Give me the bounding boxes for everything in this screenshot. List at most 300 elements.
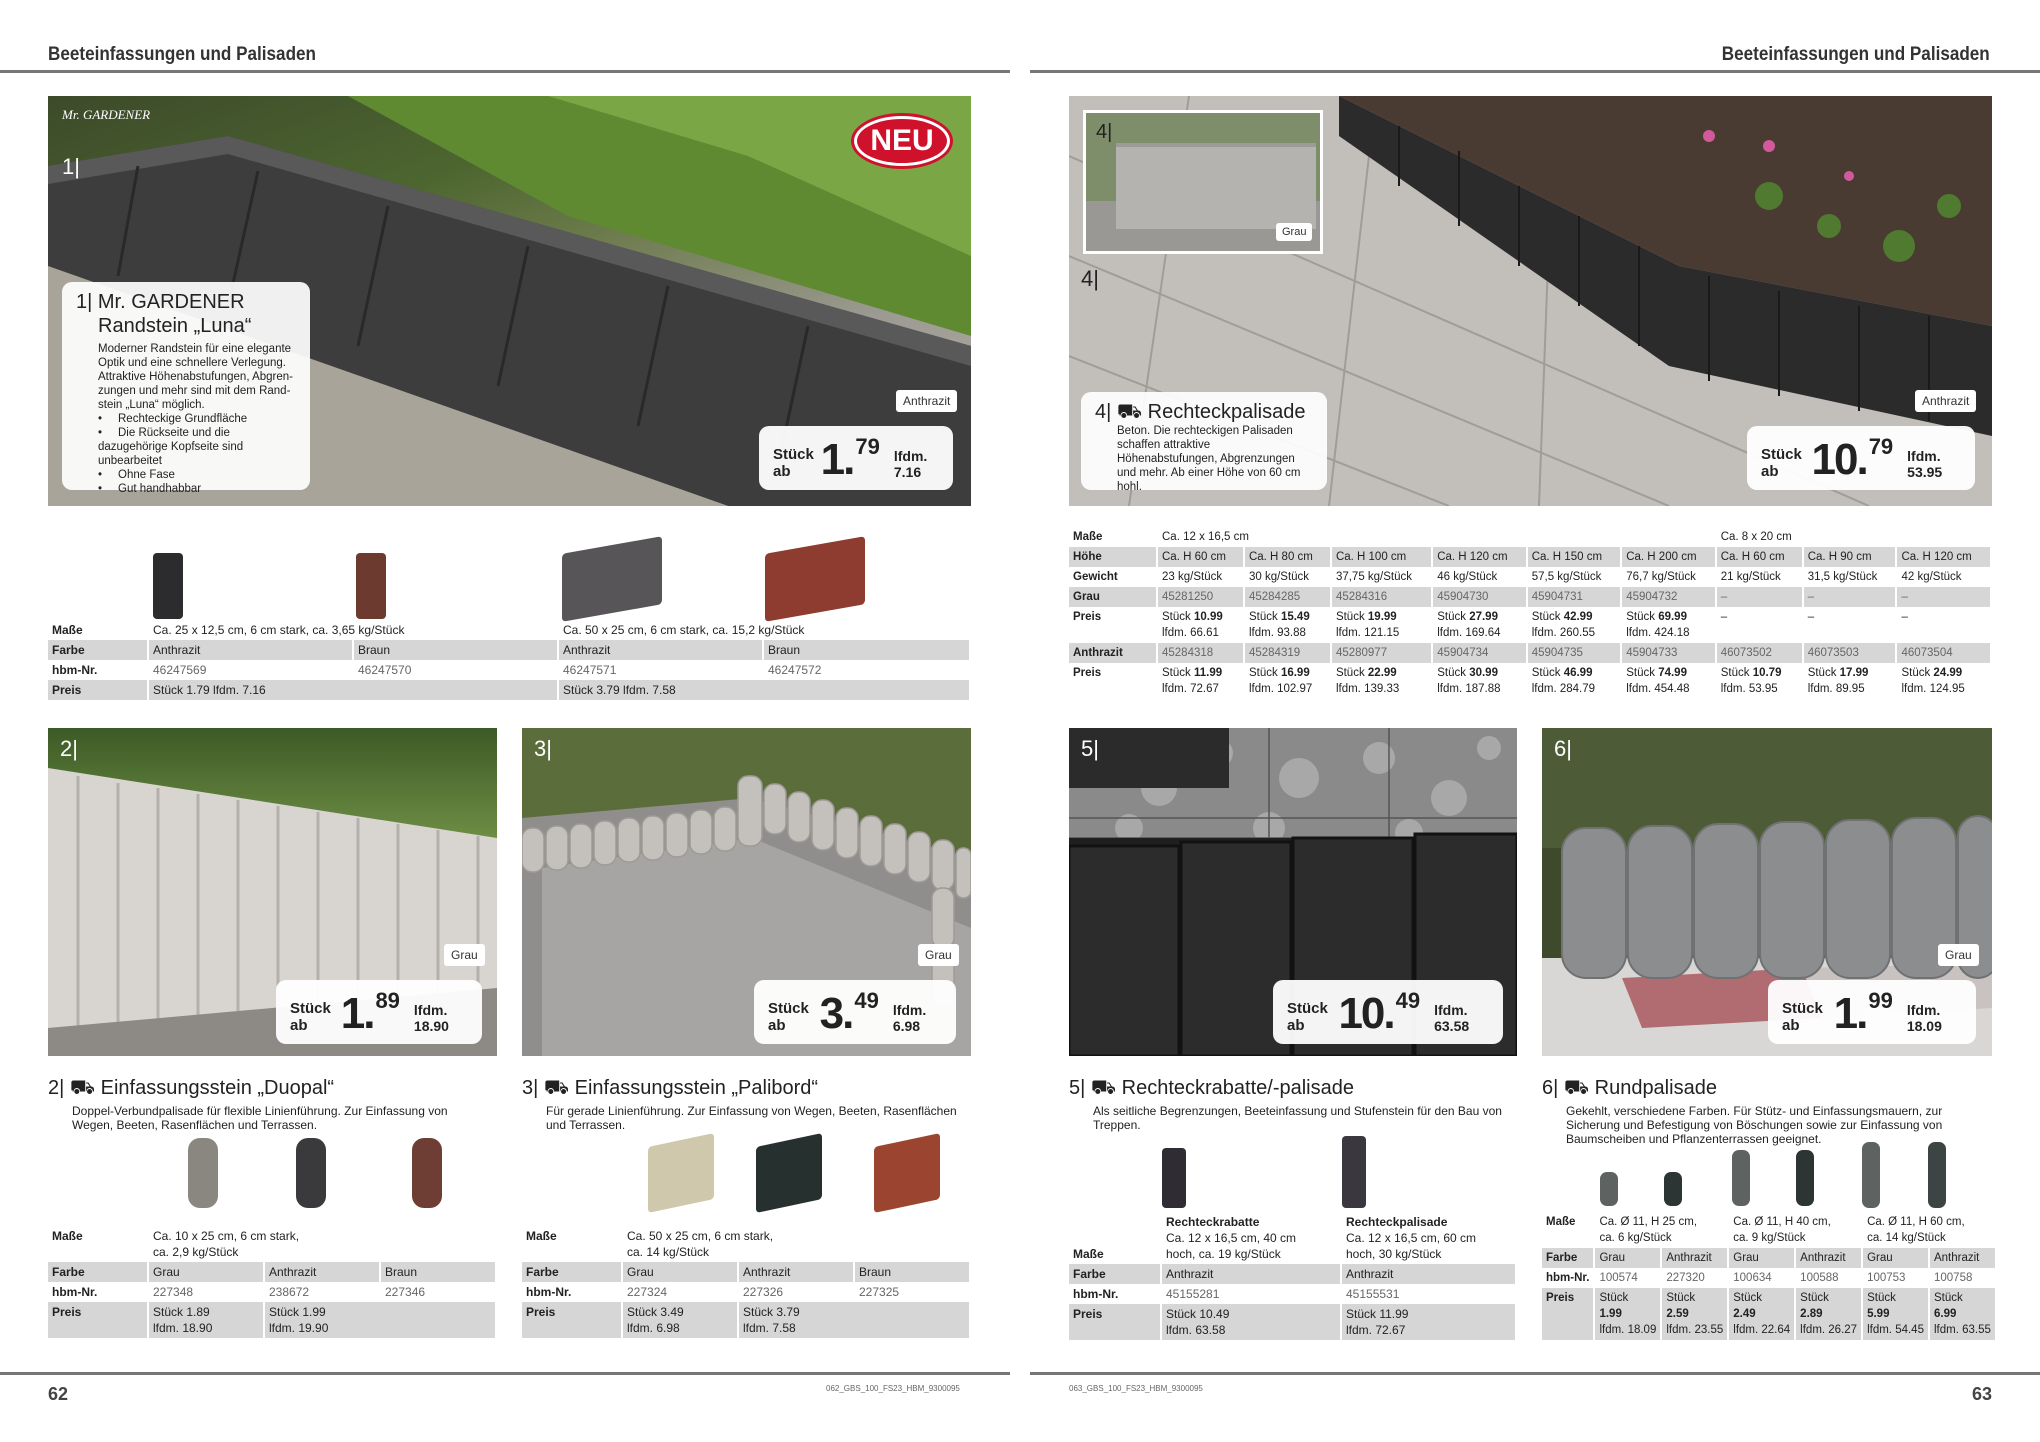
- row-label: Preis: [48, 680, 148, 700]
- cell: Ca. H 150 cm: [1527, 547, 1622, 567]
- cell: [1157, 663, 1244, 699]
- cell-line: Ca. 10 x 25 cm, 6 cm stark,: [153, 1229, 300, 1243]
- cell: Anthrazit: [1661, 1248, 1728, 1268]
- cell: [1728, 1212, 1862, 1248]
- stk-label: Stück: [1720, 667, 1750, 679]
- product-2-title: Einfassungsstein „Duopal“: [100, 1077, 335, 1099]
- row-label: Preis: [1542, 1288, 1594, 1340]
- cell: Grau: [1728, 1248, 1795, 1268]
- price-cents: 79: [1868, 434, 1894, 459]
- cell: [1244, 607, 1331, 643]
- cell: [1803, 607, 1897, 643]
- swatch-palibord-anthrazit: [756, 1133, 822, 1213]
- stk-price: 10.99: [1193, 611, 1223, 623]
- stk-price: 42.99: [1563, 611, 1593, 623]
- row-label: Farbe: [1069, 1264, 1161, 1284]
- header-rule-right: [1030, 70, 2040, 73]
- cell-line: [1249, 609, 1326, 625]
- cell-line: [1336, 665, 1427, 681]
- product-3-photo: [522, 728, 971, 1056]
- product-1-color-tag: Anthrazit: [896, 390, 957, 412]
- print-code-left: 062_GBS_100_FS23_HBM_9300095: [826, 1384, 960, 1393]
- cell-line: [1721, 665, 1798, 681]
- stk-price: 22.99: [1367, 667, 1397, 679]
- lfdm-price: 93.88: [1277, 627, 1306, 639]
- price-cents: 79: [855, 434, 880, 459]
- swatch-rund-25-grau: [1600, 1172, 1618, 1206]
- cell: Anthrazit: [148, 640, 353, 660]
- lfdm-label: lfdm.: [1335, 627, 1361, 639]
- product-6-description: Gekehlt, verschiedene Farben. Für Stütz- und Einfassungsmauern, zur Sicherung und Befestigung von Böschungen sowie zur Einfassung von Baumscheiben und Pflanzenterrassen geeignet.: [1566, 1104, 1943, 1146]
- cell-line: Stück 3.49: [627, 1305, 684, 1319]
- lfdm-price: 124.95: [1929, 683, 1965, 695]
- cell: [1896, 607, 1991, 643]
- cell: 46073503: [1803, 643, 1897, 663]
- product-4-inset-tag: Grau: [1276, 223, 1312, 241]
- price-lfdm: lfdm. 18.09: [1906, 1002, 1942, 1034]
- stk-price: 46.99: [1563, 667, 1593, 679]
- swatch-luna-braun-large: [765, 536, 865, 622]
- cell: –: [1803, 587, 1897, 607]
- cell: 46073504: [1896, 643, 1991, 663]
- cell-value: –: [1901, 611, 1908, 623]
- lfdm-price: 121.15: [1364, 627, 1400, 639]
- swatch-duopal-braun: [412, 1138, 442, 1208]
- cell: [1862, 1288, 1929, 1340]
- cell: 45904732: [1621, 587, 1716, 607]
- swatch-duopal-grau: [188, 1138, 218, 1208]
- cell-line: lfdm. 63.55: [1933, 1324, 1991, 1336]
- cell: 31,5 kg/Stück: [1803, 567, 1897, 587]
- cell: Grau: [1862, 1248, 1929, 1268]
- cell: 45904731: [1527, 587, 1622, 607]
- swatch-palibord-grau: [648, 1133, 714, 1213]
- cell-line: [1249, 665, 1326, 681]
- lfdm-label: lfdm.: [1807, 683, 1833, 695]
- truck-icon: ⛟: [1090, 1077, 1117, 1099]
- cell-line: Ca. 50 x 25 cm, 6 cm stark,: [627, 1229, 774, 1243]
- lfdm-label: lfdm.: [1531, 627, 1557, 639]
- product-1-info-number: 1|: [76, 291, 93, 313]
- cell: Anthrazit: [558, 640, 763, 660]
- stk-label: Stück: [1162, 611, 1191, 623]
- product-3-title: Einfassungsstein „Palibord“: [574, 1077, 819, 1099]
- cell-line: ca. 14 kg/Stück: [627, 1245, 710, 1259]
- cell: [1803, 663, 1897, 699]
- product-5-photo-number: 5|: [1081, 736, 1099, 761]
- cell-line: ca. 6 kg/Stück: [1599, 1232, 1672, 1244]
- cell-line: Stück 11.99: [1346, 1307, 1409, 1321]
- cell-line: Stück: [1666, 1292, 1696, 1304]
- price-dot: .: [1856, 435, 1869, 484]
- lfdm-price: 139.33: [1364, 683, 1400, 695]
- inset-palisade-wall: [1116, 143, 1316, 229]
- lfdm-price: 284.79: [1559, 683, 1596, 695]
- product-5-title: Rechteckrabatte/-palisade: [1121, 1077, 1354, 1099]
- cell: Braun: [353, 640, 558, 660]
- cell: Anthrazit: [1795, 1248, 1862, 1268]
- product-6-photo: [1542, 728, 1992, 1056]
- cell-line: lfdm. 6.98: [627, 1321, 680, 1335]
- product-2-photo: [48, 728, 497, 1056]
- cell: [1862, 1212, 1996, 1248]
- product-2-photo-number: 2|: [60, 736, 78, 761]
- cell: [1728, 1288, 1795, 1340]
- cell: 227325: [854, 1282, 970, 1302]
- product-2-table: [48, 1226, 497, 1338]
- stk-price: 11.99: [1193, 667, 1223, 679]
- cell-line: Ca. 12 x 16,5 cm, 40 cm: [1166, 1231, 1297, 1245]
- header-left: Beeteinfassungen und Palisaden: [48, 44, 316, 65]
- lfdm-label: lfdm.: [1626, 683, 1652, 695]
- product-2-color-tag: Grau: [444, 944, 485, 966]
- row-label: Preis: [1069, 607, 1157, 643]
- cell-line: [1626, 665, 1711, 681]
- product-3-price-box: [754, 980, 956, 1044]
- price-lfdm: lfdm. 53.95: [1907, 448, 1943, 480]
- product-5-price-box: [1273, 980, 1503, 1044]
- cell: Ca. H 60 cm: [1157, 547, 1244, 567]
- cell: 46247569: [148, 660, 353, 680]
- mr-gardener-logo-text: Mr. GARDENER: [62, 107, 151, 122]
- cell: 46247571: [558, 660, 763, 680]
- row-label: Preis: [1069, 663, 1157, 699]
- cell-line: ca. 2,9 kg/Stück: [153, 1245, 239, 1259]
- price-prefix: Stück ab: [1761, 446, 1802, 480]
- price-dot: .: [842, 989, 855, 1038]
- lfdm-label: lfdm.: [1531, 683, 1557, 695]
- cell: 100588: [1795, 1268, 1862, 1288]
- swatch-duopal-anthrazit: [296, 1138, 326, 1208]
- cell-line: [1437, 681, 1522, 697]
- cell: 227346: [380, 1282, 496, 1302]
- cell: [1341, 1212, 1516, 1264]
- cell: 227348: [148, 1282, 264, 1302]
- price-lfdm: lfdm. 63.58: [1434, 1002, 1470, 1034]
- cell: 30 kg/Stück: [1244, 567, 1331, 587]
- cell-line: [1626, 625, 1711, 641]
- product-5-number: 5|: [1069, 1077, 1086, 1099]
- stk-price: 19.99: [1367, 611, 1397, 623]
- cell: 45281250: [1157, 587, 1244, 607]
- row-label: Preis: [1069, 1304, 1161, 1340]
- row-label: hbm-Nr.: [1542, 1268, 1594, 1288]
- price-prefix: Stück ab: [1287, 1000, 1328, 1034]
- cell: 23 kg/Stück: [1157, 567, 1244, 587]
- neu-badge: NEU: [854, 116, 950, 166]
- cell: Anthrazit: [1929, 1248, 1996, 1268]
- cell-line: 2.59: [1666, 1308, 1689, 1320]
- cell-line: [1532, 665, 1617, 681]
- product-1-bullet: • Ohne Fase: [98, 468, 296, 482]
- row-label: Preis: [522, 1302, 622, 1338]
- cell-line: Stück 1.99: [269, 1305, 326, 1319]
- cell: Braun: [763, 640, 970, 660]
- lfdm-label: lfdm.: [1626, 627, 1652, 639]
- cell: Ca. 50 x 25 cm, 6 cm stark, ca. 15,2 kg/Stück: [558, 620, 970, 640]
- cell: [1527, 607, 1622, 643]
- cell: 227326: [738, 1282, 854, 1302]
- cell: Anthrazit: [1341, 1264, 1516, 1284]
- cell-line: Stück: [1867, 1292, 1896, 1304]
- product-3-table: [522, 1226, 971, 1338]
- price-cents: 89: [375, 988, 400, 1013]
- cell-value: –: [1807, 611, 1815, 623]
- cell: Ca. H 90 cm: [1803, 547, 1897, 567]
- print-code-right: 063_GBS_100_FS23_HBM_9300095: [1069, 1384, 1203, 1393]
- product-1-brand: Mr. GARDENER: [97, 291, 245, 313]
- cell: Anthrazit: [1161, 1264, 1341, 1284]
- cell-line: lfdm. 19.90: [269, 1321, 329, 1335]
- cell-line: [1437, 609, 1522, 625]
- row-label: Maße: [48, 1226, 148, 1262]
- swatch-luna-braun-small: [356, 553, 386, 619]
- stk-label: Stück: [1335, 611, 1365, 623]
- product-1-photo-number: 1|: [62, 154, 80, 179]
- product-4-inset-number: 4|: [1096, 121, 1113, 143]
- product-5-table: [1069, 1212, 1517, 1340]
- cell: 45904734: [1432, 643, 1527, 663]
- cell-line: [1808, 681, 1892, 697]
- row-label: Farbe: [48, 640, 148, 660]
- stk-price: 30.99: [1469, 667, 1498, 679]
- price-prefix: Stück ab: [290, 1000, 331, 1034]
- cell-line: lfdm. 18.09: [1599, 1324, 1657, 1336]
- product-6-title-line: [1542, 1077, 1717, 1102]
- cell: Braun: [854, 1262, 970, 1282]
- price-prefix: Stück ab: [773, 446, 814, 480]
- header-right: Beeteinfassungen und Palisaden: [1722, 44, 1990, 65]
- stk-price: 69.99: [1658, 611, 1687, 623]
- product-5-title-line: [1069, 1077, 1354, 1102]
- cell-line: lfdm. 54.45: [1867, 1324, 1924, 1336]
- cell: [1929, 1288, 1996, 1340]
- cell-line: [1437, 625, 1522, 641]
- cell-line: ca. 14 kg/Stück: [1867, 1232, 1946, 1244]
- cell-line: Rechteckrabatte: [1166, 1215, 1260, 1229]
- page-number-left: 62: [48, 1384, 69, 1404]
- cell: [1716, 607, 1803, 643]
- cell: Ca. 12 x 16,5 cm: [1157, 527, 1716, 547]
- price-euro: 10: [1338, 989, 1384, 1038]
- cell-line: lfdm. 72.67: [1346, 1323, 1406, 1337]
- cell: Grau: [148, 1262, 264, 1282]
- cell: –: [1896, 587, 1991, 607]
- product-1-info-box: [62, 282, 310, 495]
- cell: [1621, 607, 1716, 643]
- cell: 46 kg/Stück: [1432, 567, 1527, 587]
- cell-line: Ca. 12 x 16,5 cm, 60 cm: [1346, 1231, 1477, 1245]
- cell-line: [1721, 681, 1798, 697]
- product-2-description: Doppel-Verbundpalisade für flexible Linienführung. Zur Einfassung von Wegen, Beeten, Rasenflächen und Terrassen.: [72, 1104, 448, 1132]
- product-4-info-box: [1081, 392, 1327, 493]
- stk-price: 27.99: [1469, 611, 1498, 623]
- cell-line: [1162, 681, 1239, 697]
- row-label: Maße: [48, 620, 148, 640]
- stk-label: Stück: [1162, 667, 1191, 679]
- row-label: Anthrazit: [1069, 643, 1157, 663]
- cell: [1795, 1288, 1862, 1340]
- price-cents: 49: [1395, 988, 1421, 1013]
- cell-line: [1901, 681, 1986, 697]
- product-4-title: Rechteckpalisade: [1147, 401, 1306, 423]
- cell-line: 1.99: [1599, 1308, 1622, 1320]
- lfdm-price: 66.61: [1190, 627, 1219, 639]
- cell: [1661, 1288, 1728, 1340]
- cell: 45284318: [1157, 643, 1244, 663]
- cell-line: [1901, 665, 1986, 681]
- cell: Grau: [1594, 1248, 1661, 1268]
- cell: –: [1716, 587, 1803, 607]
- cell-line: [1249, 681, 1326, 697]
- product-4-photo-number: 4|: [1081, 266, 1099, 291]
- cell-line: Ca. Ø 11, H 25 cm,: [1599, 1216, 1698, 1228]
- cell-line: [1336, 681, 1427, 697]
- cell: 46247572: [763, 660, 970, 680]
- cell-line: Stück: [1599, 1292, 1629, 1304]
- swatch-rund-60-grau: [1862, 1142, 1880, 1208]
- truck-icon: ⛟: [543, 1077, 570, 1099]
- cell: 45904735: [1527, 643, 1622, 663]
- cell: [1341, 1304, 1516, 1340]
- cell-line: hoch, 30 kg/Stück: [1346, 1247, 1442, 1261]
- cell-line: [1626, 609, 1711, 625]
- cell: Ca. 8 x 20 cm: [1716, 527, 1991, 547]
- price-dot: .: [1856, 989, 1869, 1038]
- cell: Ca. H 120 cm: [1432, 547, 1527, 567]
- cell: [1331, 663, 1432, 699]
- swatch-rund-25-anthrazit: [1664, 1172, 1682, 1206]
- cell-line: [1162, 609, 1239, 625]
- row-label: Maße: [1069, 527, 1157, 547]
- price-euro: 3: [819, 989, 843, 1038]
- product-4-price-box: [1747, 426, 1975, 490]
- cell: 45284316: [1331, 587, 1432, 607]
- stk-label: Stück: [1626, 611, 1655, 623]
- cell: Ca. H 120 cm: [1896, 547, 1991, 567]
- row-label: Grau: [1069, 587, 1157, 607]
- product-6-title: Rundpalisade: [1594, 1077, 1717, 1099]
- cell: Ca. H 100 cm: [1331, 547, 1432, 567]
- cell: [1157, 607, 1244, 643]
- cell-line: [1336, 609, 1427, 625]
- stk-label: Stück: [1437, 611, 1466, 623]
- stk-label: Stück: [1531, 611, 1561, 623]
- lfdm-label: lfdm.: [1162, 627, 1187, 639]
- cell-line: 2.49: [1733, 1308, 1756, 1320]
- swatch-rechteckpalisade: [1342, 1136, 1366, 1208]
- cell-line: Stück 10.49: [1166, 1307, 1230, 1321]
- row-label: Höhe: [1069, 547, 1157, 567]
- stk-label: Stück: [1901, 667, 1931, 679]
- cell-line: [1532, 609, 1617, 625]
- cell-line: lfdm. 26.27: [1800, 1324, 1858, 1336]
- row-label: Farbe: [1542, 1248, 1594, 1268]
- product-1-title: Randstein „Luna“: [98, 315, 252, 337]
- cell: Ca. H 200 cm: [1621, 547, 1716, 567]
- lfdm-label: lfdm.: [1437, 683, 1463, 695]
- price-dot: .: [1383, 989, 1396, 1038]
- product-4-inset-photo: [1083, 110, 1323, 254]
- cell: 45155281: [1161, 1284, 1341, 1304]
- cell-line: [1162, 625, 1239, 641]
- cell-line: [1808, 665, 1892, 681]
- swatch-palibord-braun: [874, 1133, 940, 1213]
- product-6-price-box: [1768, 980, 1976, 1044]
- lfdm-price: 53.95: [1748, 683, 1778, 695]
- cell: [622, 1302, 738, 1338]
- row-label: Maße: [1069, 1212, 1161, 1264]
- cell-line: [1532, 681, 1617, 697]
- cell: Grau: [622, 1262, 738, 1282]
- row-label: hbm-Nr.: [48, 1282, 148, 1302]
- stk-label: Stück: [1807, 667, 1837, 679]
- row-label: Farbe: [522, 1262, 622, 1282]
- stk-label: Stück: [1248, 611, 1278, 623]
- cell: [1331, 607, 1432, 643]
- cell: [148, 1302, 264, 1338]
- cell-line: Stück: [1733, 1292, 1763, 1304]
- lfdm-price: 102.97: [1277, 683, 1313, 695]
- cell: 57,5 kg/Stück: [1527, 567, 1622, 587]
- cell: [1432, 663, 1527, 699]
- cell: [1244, 663, 1331, 699]
- stk-price: 15.49: [1280, 611, 1310, 623]
- product-5-description: Als seitliche Begrenzungen, Beeteinfassung und Stufenstein für den Bau von Treppen.: [1093, 1104, 1502, 1132]
- cell: Ca. H 80 cm: [1244, 547, 1331, 567]
- cell: [1594, 1288, 1661, 1340]
- stk-price: 16.99: [1280, 667, 1310, 679]
- cell: 42 kg/Stück: [1896, 567, 1991, 587]
- cell: [148, 1226, 496, 1262]
- price-prefix: Stück ab: [768, 1000, 809, 1034]
- lfdm-label: lfdm.: [1248, 627, 1274, 639]
- lfdm-price: 454.48: [1654, 683, 1690, 695]
- lfdm-label: lfdm.: [1437, 627, 1463, 639]
- lfdm-label: lfdm.: [1162, 683, 1187, 695]
- product-1-price-box: [759, 426, 953, 490]
- product-1-bullet: • Gut handhabbar: [98, 482, 296, 496]
- product-5-photo: [1069, 728, 1517, 1056]
- product-6-table: [1542, 1212, 1997, 1340]
- cell: 100574: [1594, 1268, 1661, 1288]
- cell: [1621, 663, 1716, 699]
- cell-line: [1437, 665, 1522, 681]
- product-3-title-line: [522, 1077, 818, 1102]
- footer-rule-right: [1030, 1372, 2040, 1375]
- price-euro: 1: [340, 989, 364, 1038]
- cell-line: Ca. Ø 11, H 60 cm,: [1867, 1216, 1965, 1228]
- cell: 46247570: [353, 660, 558, 680]
- cell-line: lfdm. 63.58: [1166, 1323, 1226, 1337]
- cell-line: ca. 9 kg/Stück: [1733, 1232, 1806, 1244]
- cell-line: lfdm. 22.64: [1733, 1324, 1791, 1336]
- stk-price: 24.99: [1933, 667, 1963, 679]
- truck-icon: ⛟: [1116, 401, 1143, 423]
- cell-line: 6.99: [1933, 1308, 1957, 1320]
- product-3-description: Für gerade Linienführung. Zur Einfassung von Wegen, Beeten, Rasenflächen und Terrassen.: [546, 1104, 957, 1132]
- cell: 238672: [264, 1282, 380, 1302]
- product-4-description: Beton. Die rechteckigen Palisaden schaffen attraktive Höhenabstufungen, Abgrenzungen und mehr. Ab einer Höhe von 60 cm hohl.: [1117, 425, 1301, 493]
- cell-line: lfdm. 7.58: [743, 1321, 796, 1335]
- cell-line: Rechteckpalisade: [1346, 1215, 1448, 1229]
- cell: Ca. H 60 cm: [1716, 547, 1803, 567]
- product-2-number: 2|: [48, 1077, 65, 1099]
- lfdm-price: 424.18: [1654, 627, 1690, 639]
- cell: 37,75 kg/Stück: [1331, 567, 1432, 587]
- row-label: Preis: [48, 1302, 148, 1338]
- product-3-photo-number: 3|: [534, 736, 552, 761]
